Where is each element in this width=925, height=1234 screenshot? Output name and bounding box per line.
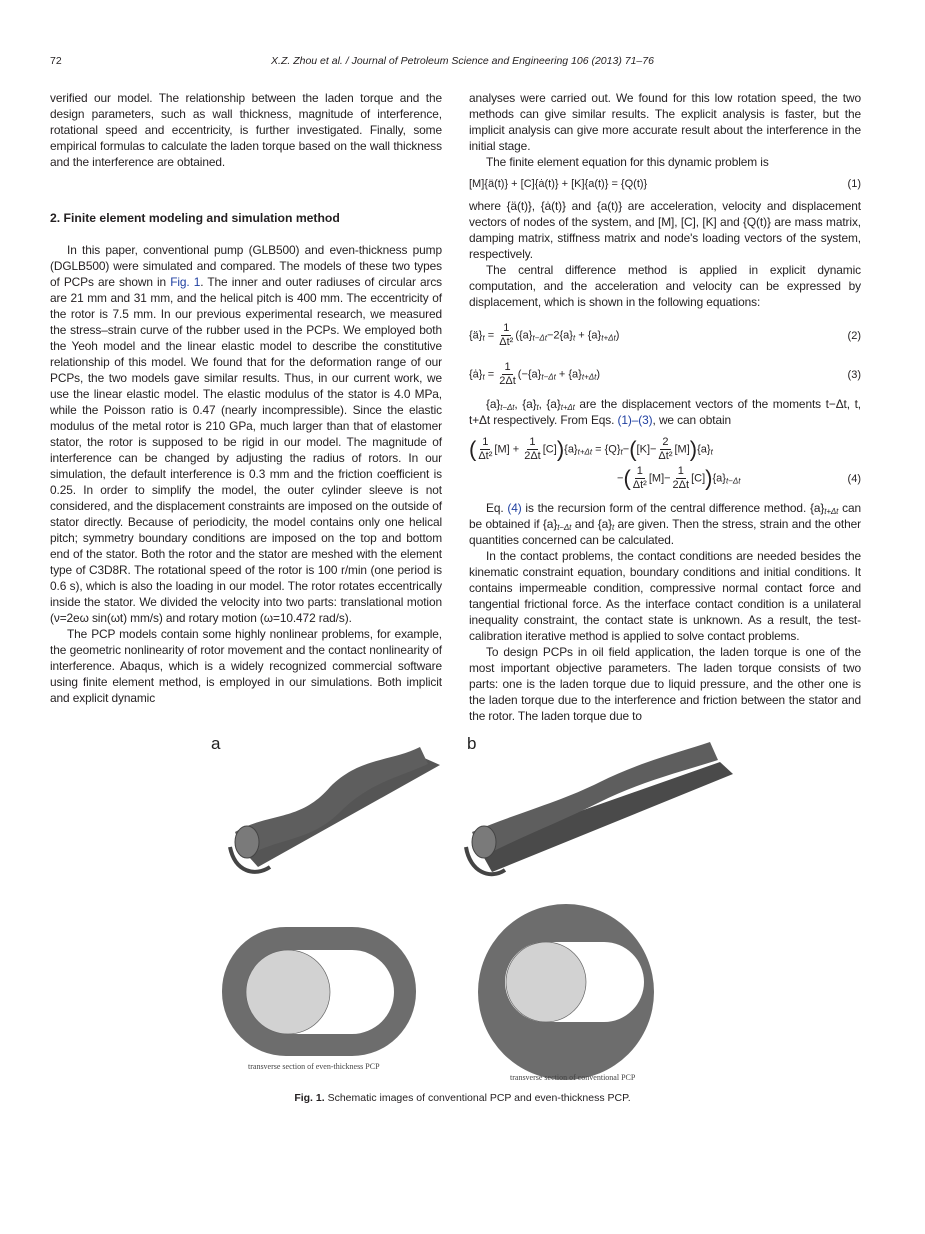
left-column	[50, 90, 442, 706]
denominator: 2Δt	[672, 479, 690, 491]
subscript: t−Δt	[532, 333, 547, 343]
text-run: verified our model. The relationship between the laden torque and the design parameters, such as wall thickness, magnitude of interference, rotational speed and eccentricity, is further investigated. Finally, some empirical formulas to calculate the laden torque based on the wall thickness and the interference are obtained.	[50, 91, 442, 169]
two-column-body	[0, 75, 925, 724]
section-heading: 2. Finite element modeling and simulation method	[50, 211, 340, 225]
text-run: [C]	[542, 443, 557, 456]
text-run: [M]{ä(t)} + [C]{ȧ(t)} + [K]{a(t)} = {Q(t)}	[469, 178, 648, 190]
equation-4-line-1	[469, 436, 861, 463]
text-run: =	[484, 329, 498, 342]
text-run: {a}	[697, 443, 711, 456]
bracket: (	[469, 436, 477, 462]
text-run: [M] +	[494, 443, 523, 456]
equation-number: (1)	[847, 178, 861, 190]
subscript: t	[710, 447, 713, 457]
text-run: are the displacement vectors of the moments t−Δt, t, t+Δt respectively. From Eqs.	[469, 397, 861, 427]
denominator: Δt²	[478, 450, 493, 462]
text-run: )	[596, 368, 600, 381]
right-paragraph-8	[469, 644, 861, 724]
text-run: . The inner and outer radiuses of circular arcs are 21 mm and 31 mm, and the helical pitch is 400 mm. The eccentricity of the rotor is 7.5 mm. In our previous experimental research, we measured the stress–strain curve of the rubber used in the PCPs. We employed both the Yeoh model and the linear elastic model to describe the constitutive relationship of this model. We found that for the deformation range of our PCPs, the two models gave similar results. Thus, in our current work, we use the linear elastic model. The elastic modulus of the stator is 4.0 MPa, while the Poisson ratio is 0.47 (nearly incompressible). Since the elastic modulus of the metal rotor is 210 GPa, much larger than that of elastomer stator, the rotor is supposed to be rigid in our model. The magnitude of interference can be changed by adjusting the radius of rotors. In our simulation, the default interference is 0.3 mm and the friction coefficient is 0.25. In order to simplify the model, the outer cylinder sleeve is not considered, and the displacement constraints are imposed on the outside of stator directly. Because of periodicity, the model contains only one helical pitch; symmetry boundary conditions are imposed on the top and bottom end of the stator. Both the rotor and the stator are meshed with the element type of C3D8R. The rotational speed of the rotor is 100 r/min (one period is 0.6 s), which is also the loading in our model. The rotor rotates eccentrically inside the stator. We divided the velocity into two parts: translational motion (ν=2eω sin(ωt) mm/s) and rotary motion (ω=10.472 rad/s).	[50, 275, 443, 625]
text-run: analyses were carried out. We found for this low rotation speed, the two methods can give similar results. The explicit analysis is faster, but the implicit analysis can give more accurate result about the interference in the initial stage.	[469, 91, 861, 153]
equation-body	[617, 465, 740, 492]
subcaption-a: transverse section of even-thickness PCP	[248, 1062, 380, 1071]
page-header	[0, 0, 925, 75]
fraction	[658, 436, 672, 463]
right-paragraph-5	[469, 396, 861, 428]
text-run: [M]	[674, 443, 690, 456]
text-run: {a}	[712, 472, 726, 485]
numerator: 1	[529, 436, 536, 448]
fraction	[633, 465, 647, 492]
right-paragraph-3	[469, 198, 861, 262]
pump-3d-conventional	[466, 742, 733, 874]
subscript: t	[611, 523, 615, 532]
subscript: t−Δt	[725, 476, 741, 486]
subscript: t	[620, 447, 623, 457]
text-run: (−{a}	[517, 368, 542, 381]
right-paragraph-6	[469, 500, 861, 548]
figure-1	[0, 732, 925, 1112]
text-run: {ȧ}	[469, 368, 483, 381]
subscript: t	[536, 403, 539, 412]
subscript: t+Δt	[824, 507, 839, 516]
reference-link[interactable]: Fig. 1	[170, 275, 201, 289]
figure-1-graphic	[0, 732, 925, 1082]
fraction	[524, 436, 541, 463]
text-run: =	[484, 368, 498, 381]
right-column	[469, 90, 861, 724]
numerator: 1	[482, 436, 489, 448]
subscript: t−Δt	[500, 403, 515, 412]
fraction	[499, 361, 516, 388]
left-paragraph-2	[50, 242, 442, 626]
text-run: [M]−	[648, 472, 671, 485]
cross-section-even-thickness	[222, 927, 416, 1056]
text-run: , {a}	[538, 397, 561, 411]
panel-b-label: b	[467, 734, 477, 753]
denominator: Δt²	[658, 450, 673, 462]
text-run: [C]	[691, 472, 706, 485]
text-run: −	[617, 472, 624, 485]
denominator: Δt²	[632, 479, 647, 491]
bracket: (	[623, 465, 631, 491]
left-paragraph-1	[50, 90, 442, 170]
reference-link[interactable]: (4)	[507, 501, 522, 515]
text-run: In the contact problems, the contact conditions are needed besides the kinematic constraint equation, boundary conditions and initial conditions. It contains impermeable condition, compressive normal contact force and tangential frictional force. As the interface contact condition is a unilateral inequality constraint, the contact state is unknown. As a result, the test-calibration iterative method is applied to solve contact problems.	[469, 549, 861, 643]
numerator: 2	[662, 436, 669, 448]
equation-body	[469, 436, 713, 463]
equation-number: (3)	[847, 368, 861, 381]
cross-section-conventional	[478, 904, 654, 1080]
panel-a-label: a	[211, 734, 221, 753]
text-run: + {a}	[575, 329, 602, 342]
fraction	[673, 465, 690, 492]
subscript: t	[482, 372, 485, 382]
text-run: are given. Then the stress, strain and the other quantities concerned can be calculated.	[469, 517, 861, 547]
right-paragraph-1	[469, 90, 861, 154]
text-run: can be obtained if {a}	[469, 501, 861, 531]
right-paragraph-2	[469, 154, 861, 170]
text-run: {a}	[486, 397, 501, 411]
text-run: −2{a}	[546, 329, 573, 342]
bracket: )	[705, 465, 713, 491]
pump-3d-even-thickness	[230, 747, 440, 872]
text-run: {a}	[564, 443, 578, 456]
bracket: )	[689, 436, 698, 462]
right-paragraph-7	[469, 548, 861, 644]
text-run: + {a}	[555, 368, 582, 381]
text-run: ({a}	[515, 329, 533, 342]
text-run: )	[615, 329, 620, 342]
numerator: 1	[677, 465, 684, 477]
equation-number: (4)	[847, 472, 861, 485]
equation-3	[469, 361, 861, 388]
left-paragraph-3	[50, 626, 442, 706]
text-run: The PCP models contain some highly nonlinear problems, for example, the geometric nonlinearity of rotor movement and the contact nonlinearity of interference. Abaqus, which is a widely recognized commercial software using finite element method, is employed in our simulations. Both implicit and explicit dynamic	[50, 627, 442, 705]
subscript: t	[482, 333, 485, 343]
subscript: t−Δt	[557, 523, 572, 532]
text-run: = {Q}	[592, 443, 621, 456]
subscript: t+Δt	[581, 372, 597, 382]
equation-number: (2)	[847, 329, 861, 342]
equation-body	[469, 322, 619, 349]
subscript: t+Δt	[577, 447, 593, 457]
equation-body	[469, 361, 600, 388]
text-run: , we can obtain	[652, 413, 732, 427]
figure-caption-label: Fig. 1.	[294, 1092, 325, 1104]
numerator: 1	[503, 322, 510, 334]
text-run: To design PCPs in oil field application, the laden torque is one of the most important objective parameters. The laden torque consists of two parts: one is the laden torque due to liquid pressure, and the other one is the laden torque due to the interference and friction between the stator and the rotor. The laden torque due to	[469, 645, 861, 723]
equation-1	[469, 178, 861, 190]
text-run: Eq.	[486, 501, 508, 515]
numerator: 1	[636, 465, 643, 477]
subscript: t	[572, 333, 576, 343]
page-number: 72	[50, 55, 62, 67]
text-run: The central difference method is applied in explicit dynamic computation, and the acceleration and velocity can be expressed by displacement, which is shown in the following equations:	[469, 263, 861, 309]
subscript: t+Δt	[601, 333, 616, 343]
subcaption-b: transverse section of conventional PCP	[510, 1073, 636, 1082]
text-run: −	[622, 443, 630, 456]
equation-4-line-2	[469, 465, 861, 492]
denominator: 2Δt	[524, 450, 541, 462]
text-run: is the recursion form of the central difference method. {a}	[521, 501, 825, 515]
subscript: t+Δt	[560, 403, 575, 412]
text-run: , {a}	[514, 397, 537, 411]
text-run: {ä}	[469, 329, 483, 342]
running-title: X.Z. Zhou et al. / Journal of Petroleum Science and Engineering 106 (2013) 71–76	[271, 55, 654, 67]
bracket: (	[629, 436, 637, 462]
subscript: t−Δt	[541, 372, 556, 382]
figure-caption-text: Schematic images of conventional PCP and even-thickness PCP.	[324, 1092, 631, 1104]
text-run: and {a}	[571, 517, 612, 531]
text-run: The finite element equation for this dynamic problem is	[486, 155, 769, 169]
denominator: Δt²	[499, 336, 514, 348]
figure-caption	[0, 1092, 925, 1104]
text-run: where {ä(t)}, {ȧ(t)} and {a(t)} are acceleration, velocity and displacement vectors of nodes of the system, and [M], [C], [K] and {Q(t)} are mass matrix, damping matrix, stiffness matrix and node's loading vectors of the system, respectively.	[469, 199, 861, 261]
reference-link[interactable]: (1)–(3)	[617, 413, 653, 427]
equation-body	[469, 178, 647, 190]
bracket: )	[556, 436, 565, 462]
fraction	[499, 322, 513, 349]
numerator: 1	[504, 361, 511, 373]
text-run: In this paper, conventional pump (GLB500) and even-thickness pump (DGLB500) were simulated and compared. The models of these two types of PCPs are shown in	[50, 243, 442, 289]
text-run: [K]−	[636, 443, 657, 456]
right-paragraph-4	[469, 262, 861, 310]
denominator: 2Δt	[499, 375, 516, 387]
fraction	[478, 436, 492, 463]
equation-2	[469, 322, 861, 349]
